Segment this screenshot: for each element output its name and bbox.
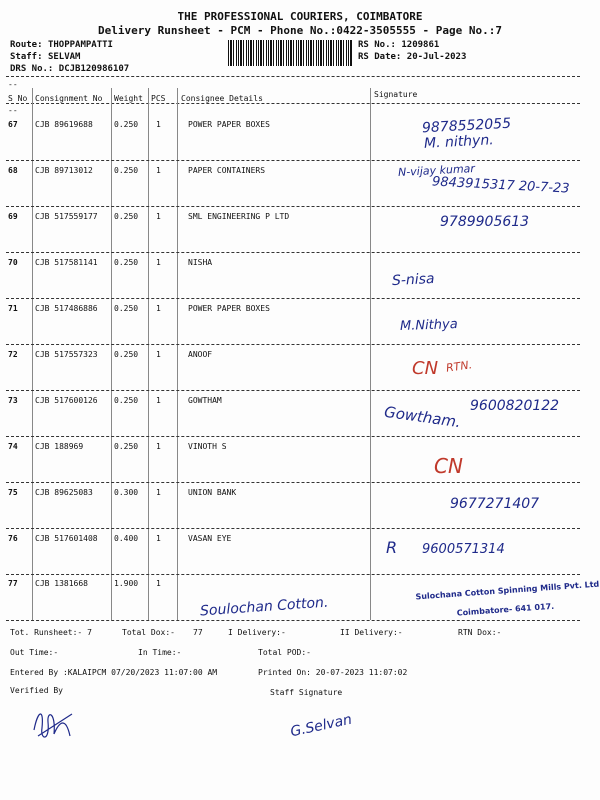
cell-consignee: UNION BANK bbox=[188, 488, 237, 497]
drs-line bbox=[10, 64, 129, 74]
route-value: THOPPAMPATTI bbox=[47, 40, 113, 50]
rs-no-label: RS No.: bbox=[358, 40, 396, 50]
verified-by: Verified By bbox=[10, 686, 63, 695]
signature-extra: 9843915317 20-7-23 bbox=[431, 174, 570, 197]
cell-weight: 1.900 bbox=[114, 579, 139, 588]
cell-weight: 0.400 bbox=[114, 534, 139, 543]
signature-extra: 9600820122 bbox=[470, 398, 560, 414]
cell-weight: 0.250 bbox=[114, 166, 139, 175]
row-divider bbox=[6, 528, 580, 529]
cell-sno: 70 bbox=[8, 258, 18, 267]
cell-pcs: 1 bbox=[156, 120, 161, 129]
stamp-line2: Coimbatore- 641 017. bbox=[456, 601, 555, 618]
total-dox-value: 77 bbox=[193, 628, 203, 637]
rs-no-line bbox=[358, 40, 439, 50]
runsheet-subtitle: Delivery Runsheet - PCM - Phone No.:0422-3505555 - Page No.:7 bbox=[98, 24, 502, 37]
cell-weight: 0.250 bbox=[114, 350, 139, 359]
cell-consignment: CJB 517486886 bbox=[35, 304, 98, 313]
signature-extra: RTN. bbox=[445, 358, 473, 375]
cell-weight: 0.250 bbox=[114, 258, 139, 267]
cell-consignee: PAPER CONTAINERS bbox=[188, 166, 266, 175]
cell-sno: 68 bbox=[8, 166, 18, 175]
table-bottom-divider bbox=[6, 620, 580, 621]
cell-pcs: 1 bbox=[156, 534, 161, 543]
signature-text: 9789905613 bbox=[440, 214, 530, 230]
cell-weight: 0.250 bbox=[114, 442, 139, 451]
drs-label: DRS No.: bbox=[10, 64, 54, 74]
signature-extra: 9600571314 bbox=[422, 542, 505, 557]
cell-weight: 0.250 bbox=[114, 396, 139, 405]
cell-pcs: 1 bbox=[156, 488, 161, 497]
col-sno: S No bbox=[8, 94, 28, 103]
staff-value: SELVAM bbox=[47, 52, 81, 62]
signature-text: Gowtham. bbox=[383, 402, 462, 432]
cell-consignment: CJB 1381668 bbox=[35, 579, 88, 588]
cell-weight: 0.250 bbox=[114, 212, 139, 221]
cell-pcs: 1 bbox=[156, 442, 161, 451]
column-line bbox=[370, 88, 371, 620]
cell-consignment: CJB 89625083 bbox=[35, 488, 93, 497]
signature-text: 9677271407 bbox=[450, 496, 540, 512]
ii-delivery: II Delivery:- bbox=[340, 628, 403, 637]
in-time: In Time:- bbox=[138, 648, 182, 657]
cell-consignee: POWER PAPER BOXES bbox=[188, 120, 270, 129]
cell-sno: 69 bbox=[8, 212, 18, 221]
rs-date-line bbox=[358, 52, 466, 62]
cell-consignment: CJB 517557323 bbox=[35, 350, 98, 359]
row-divider bbox=[6, 206, 580, 207]
cell-weight: 0.250 bbox=[114, 120, 139, 129]
total-pod: Total POD:- bbox=[258, 648, 311, 657]
cell-sno: 76 bbox=[8, 534, 18, 543]
cell-sno: 72 bbox=[8, 350, 18, 359]
staff-signature: G.Selvan bbox=[289, 711, 354, 741]
signature-text: Soulochan Cotton. bbox=[199, 594, 329, 620]
cell-consignment: CJB 517601408 bbox=[35, 534, 98, 543]
column-line bbox=[111, 88, 112, 620]
signature-extra: M. nithyn. bbox=[423, 132, 495, 152]
cell-weight: 0.250 bbox=[114, 304, 139, 313]
row-divider bbox=[6, 390, 580, 391]
row-divider bbox=[6, 482, 580, 483]
cell-pcs: 1 bbox=[156, 579, 161, 588]
stamp-line1: Sulochana Cotton Spinning Mills Pvt. Ltd bbox=[415, 579, 600, 602]
signature-text: S-nisa bbox=[391, 270, 435, 290]
cell-pcs: 1 bbox=[156, 258, 161, 267]
out-time: Out Time:- bbox=[10, 648, 59, 657]
rs-no-value: 1209861 bbox=[401, 40, 440, 50]
row-divider bbox=[6, 574, 580, 575]
signature-text: N-vijay kumar bbox=[397, 161, 476, 180]
dash-mark: -- bbox=[8, 80, 18, 89]
cell-consignment: CJB 517600126 bbox=[35, 396, 98, 405]
col-consignee: Consignee Details bbox=[181, 94, 263, 103]
cell-sno: 67 bbox=[8, 120, 18, 129]
cell-consignment: CJB 89619688 bbox=[35, 120, 93, 129]
row-divider bbox=[6, 436, 580, 437]
cell-sno: 71 bbox=[8, 304, 18, 313]
cell-pcs: 1 bbox=[156, 166, 161, 175]
column-line bbox=[177, 88, 178, 620]
col-weight: Weight bbox=[114, 94, 143, 103]
company-stamp bbox=[415, 580, 600, 621]
cell-sno: 77 bbox=[8, 579, 18, 588]
company-name: THE PROFESSIONAL COURIERS, COIMBATORE bbox=[177, 10, 423, 23]
tot-runsheet: Tot. Runsheet:- 7 bbox=[10, 628, 92, 637]
rs-date-label: RS Date: bbox=[358, 52, 402, 62]
staff-line bbox=[10, 52, 80, 62]
signature-text: CN bbox=[434, 454, 463, 478]
signature-text: CN bbox=[412, 358, 439, 379]
staff-signature-label: Staff Signature bbox=[270, 688, 343, 697]
column-line bbox=[148, 88, 149, 620]
cell-consignee: GOWTHAM bbox=[188, 396, 222, 405]
entered-by: Entered By :KALAIPCM 07/20/2023 11:07:00 AM bbox=[10, 668, 218, 677]
row-divider bbox=[6, 252, 580, 253]
barcode-icon bbox=[228, 40, 352, 66]
cell-pcs: 1 bbox=[156, 212, 161, 221]
col-signature: Signature bbox=[374, 90, 418, 99]
drs-value: DCJB120986107 bbox=[58, 64, 130, 74]
col-consignment: Consignment No bbox=[35, 94, 103, 103]
cell-consignee: SML ENGINEERING P LTD bbox=[188, 212, 290, 221]
col-pcs: PCS bbox=[151, 94, 166, 103]
rtn-dox: RTN Dox:- bbox=[458, 628, 502, 637]
cell-sno: 75 bbox=[8, 488, 18, 497]
signature-text: 9878552055 bbox=[421, 115, 512, 137]
cell-consignment: CJB 188969 bbox=[35, 442, 84, 451]
cell-consignment: CJB 517581141 bbox=[35, 258, 98, 267]
signature-text: R bbox=[386, 538, 398, 557]
cell-consignee: NISHA bbox=[188, 258, 213, 267]
cell-pcs: 1 bbox=[156, 350, 161, 359]
row-divider bbox=[6, 298, 580, 299]
row-divider bbox=[6, 160, 580, 161]
cell-consignee: VINOTH S bbox=[188, 442, 227, 451]
rs-date-value: 20-Jul-2023 bbox=[406, 52, 467, 62]
verifier-signature-icon bbox=[26, 700, 82, 750]
cell-consignment: CJB 517559177 bbox=[35, 212, 98, 221]
row-divider bbox=[6, 344, 580, 345]
route-line bbox=[10, 40, 113, 50]
signature-text: M.Nithya bbox=[399, 316, 458, 335]
header-divider bbox=[6, 76, 580, 77]
total-dox-label: Total Dox:- bbox=[122, 628, 175, 637]
printed-on: Printed On: 20-07-2023 11:07:02 bbox=[258, 668, 408, 677]
cell-weight: 0.300 bbox=[114, 488, 139, 497]
staff-label: Staff: bbox=[10, 52, 43, 62]
cell-sno: 74 bbox=[8, 442, 18, 451]
cell-consignee: POWER PAPER BOXES bbox=[188, 304, 270, 313]
cell-consignment: CJB 89713012 bbox=[35, 166, 93, 175]
i-delivery: I Delivery:- bbox=[228, 628, 286, 637]
cell-consignee: ANOOF bbox=[188, 350, 213, 359]
dash-mark: -- bbox=[8, 106, 18, 115]
cell-consignee: VASAN EYE bbox=[188, 534, 232, 543]
cell-pcs: 1 bbox=[156, 304, 161, 313]
cell-sno: 73 bbox=[8, 396, 18, 405]
column-line bbox=[32, 88, 33, 620]
route-label: Route: bbox=[10, 40, 43, 50]
col-header-divider bbox=[6, 103, 580, 104]
cell-pcs: 1 bbox=[156, 396, 161, 405]
